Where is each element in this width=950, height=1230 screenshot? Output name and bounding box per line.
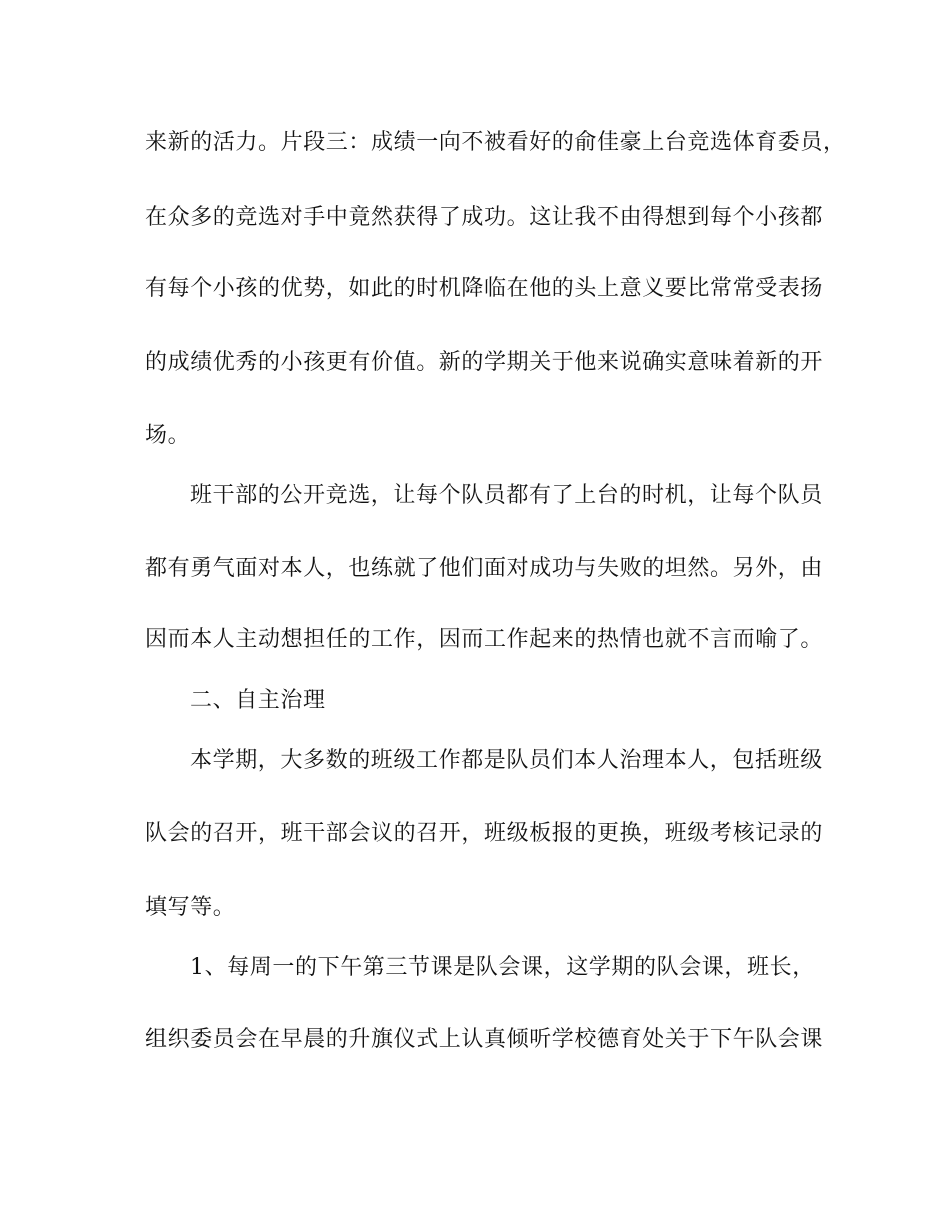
list-item-line: 1、每周一的下午第三节课是队会课，这学期的队会课，班长， — [190, 955, 815, 980]
paragraph-start-line: 班干部的公开竞选，让每个队员都有了上台的时机，让每个队员 — [190, 483, 823, 508]
section-heading: 二、自主治理 — [190, 688, 326, 713]
text-line: 有每个小孩的优势，如此的时机降临在他的头上意义要比常常受表扬 — [145, 276, 824, 301]
text-line: 组织委员会在早晨的升旗仪式上认真倾听学校德育处关于下午队会课 — [145, 1027, 824, 1052]
text-line: 填写等。 — [145, 895, 236, 920]
text-line: 队会的召开，班干部会议的召开，班级板报的更换，班级考核记录的 — [145, 821, 824, 846]
text-line: 都有勇气面对本人，也练就了他们面对成功与失败的坦然。另外，由 — [145, 556, 824, 581]
text-line: 来新的活力。片段三：成绩一向不被看好的俞佳豪上台竞选体育委员， — [145, 130, 846, 155]
text-line: 的成绩优秀的小孩更有价值。新的学期关于他来说确实意味着新的开 — [145, 350, 824, 375]
paragraph-start-line: 本学期，大多数的班级工作都是队员们本人治理本人，包括班级 — [190, 748, 823, 773]
text-line: 在众多的竞选对手中竟然获得了成功。这让我不由得想到每个小孩都 — [145, 205, 824, 230]
text-line: 因而本人主动想担任的工作，因而工作起来的热情也就不言而喻了。 — [145, 627, 824, 652]
text-line: 场。 — [145, 423, 191, 448]
